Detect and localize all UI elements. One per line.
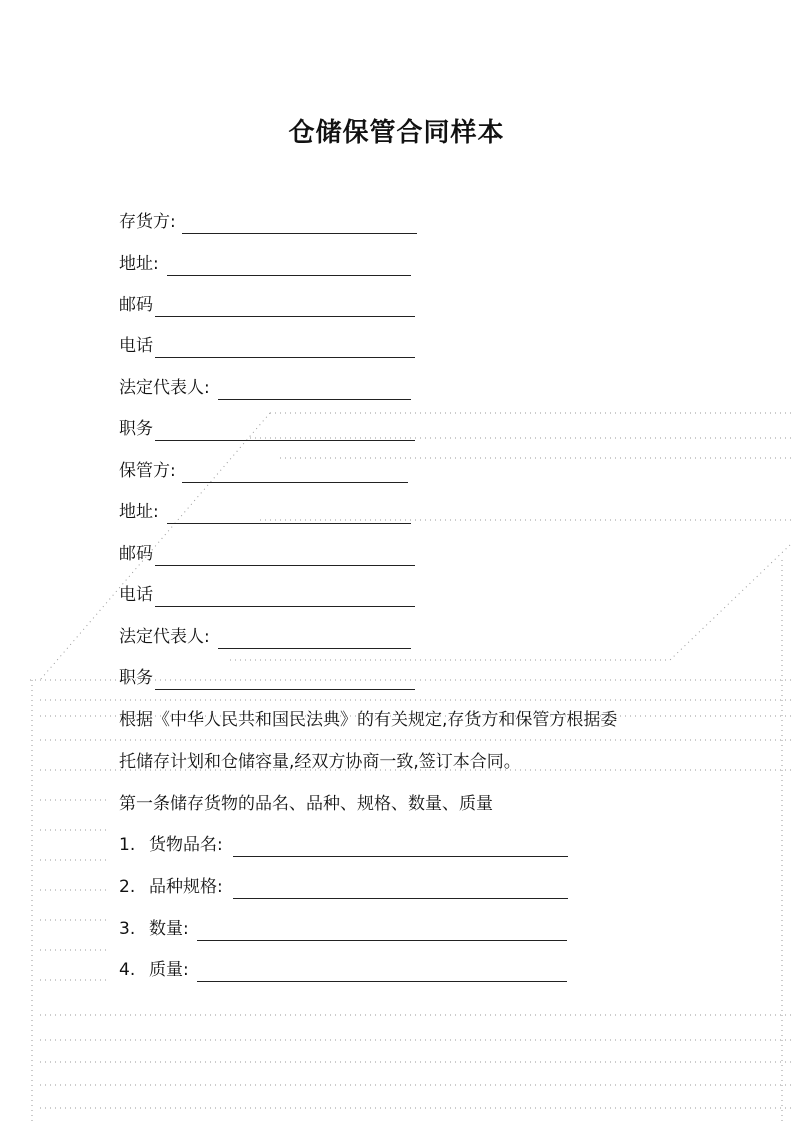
custodian-party-line: [119, 459, 408, 483]
depositor-address-line: [119, 252, 411, 276]
depositor-position-label: 职务: [119, 419, 153, 439]
item-number: 3.: [119, 919, 136, 939]
custodian-address-field[interactable]: [167, 503, 411, 524]
depositor-phone-label: 电话: [119, 336, 153, 356]
custodian-address-label: 地址:: [119, 502, 159, 522]
custodian-party-label: 保管方:: [119, 461, 176, 481]
quality-field[interactable]: [197, 961, 567, 982]
item-quality-line: [119, 958, 567, 982]
depositor-phone-field[interactable]: [155, 337, 415, 358]
item-label: 品种规格:: [149, 877, 223, 897]
custodian-legal-rep-line: [119, 625, 411, 649]
body-paragraph-line-2: 托储存计划和仓储容量,经双方协商一致,签订本合同。: [119, 752, 521, 772]
item-goods-name-line: [119, 833, 568, 857]
depositor-address-label: 地址:: [119, 254, 159, 274]
item-label: 数量:: [149, 919, 189, 939]
custodian-position-label: 职务: [119, 668, 153, 688]
custodian-postcode-line: [119, 542, 415, 566]
depositor-legal-rep-field[interactable]: [218, 379, 411, 400]
depositor-legal-rep-label: 法定代表人:: [119, 378, 210, 398]
item-number: 1.: [119, 835, 136, 855]
depositor-postcode-label: 邮码: [119, 295, 153, 315]
depositor-position-field[interactable]: [155, 420, 415, 441]
custodian-position-line: [119, 666, 415, 690]
custodian-party-field[interactable]: [182, 462, 408, 483]
depositor-postcode-field[interactable]: [155, 296, 415, 317]
depositor-address-field[interactable]: [167, 255, 411, 276]
depositor-party-label: 存货方:: [119, 212, 176, 232]
item-label: 质量:: [149, 960, 189, 980]
depositor-position-line: [119, 417, 415, 441]
item-spec-line: [119, 875, 568, 899]
custodian-postcode-label: 邮码: [119, 544, 153, 564]
item-number: 2.: [119, 877, 136, 897]
custodian-phone-field[interactable]: [155, 586, 415, 607]
item-quantity-line: [119, 917, 567, 941]
custodian-phone-line: [119, 583, 415, 607]
body-paragraph-line-1: 根据《中华人民共和国民法典》的有关规定,存货方和保管方根据委: [119, 710, 618, 730]
spec-field[interactable]: [233, 878, 568, 899]
page-title: 仓储保管合同样本: [288, 118, 505, 148]
custodian-legal-rep-label: 法定代表人:: [119, 627, 210, 647]
depositor-party-line: [119, 210, 417, 234]
item-label: 货物品名:: [149, 835, 223, 855]
custodian-phone-label: 电话: [119, 585, 153, 605]
item-number: 4.: [119, 960, 136, 980]
custodian-position-field[interactable]: [155, 669, 415, 690]
depositor-party-field[interactable]: [182, 213, 417, 234]
depositor-postcode-line: [119, 293, 415, 317]
quantity-field[interactable]: [197, 920, 567, 941]
custodian-postcode-field[interactable]: [155, 545, 415, 566]
custodian-legal-rep-field[interactable]: [218, 628, 411, 649]
custodian-address-line: [119, 500, 411, 524]
depositor-phone-line: [119, 334, 415, 358]
goods-name-field[interactable]: [233, 836, 568, 857]
depositor-legal-rep-line: [119, 376, 411, 400]
article-1-heading: 第一条储存货物的品名、品种、规格、数量、质量: [119, 794, 493, 814]
